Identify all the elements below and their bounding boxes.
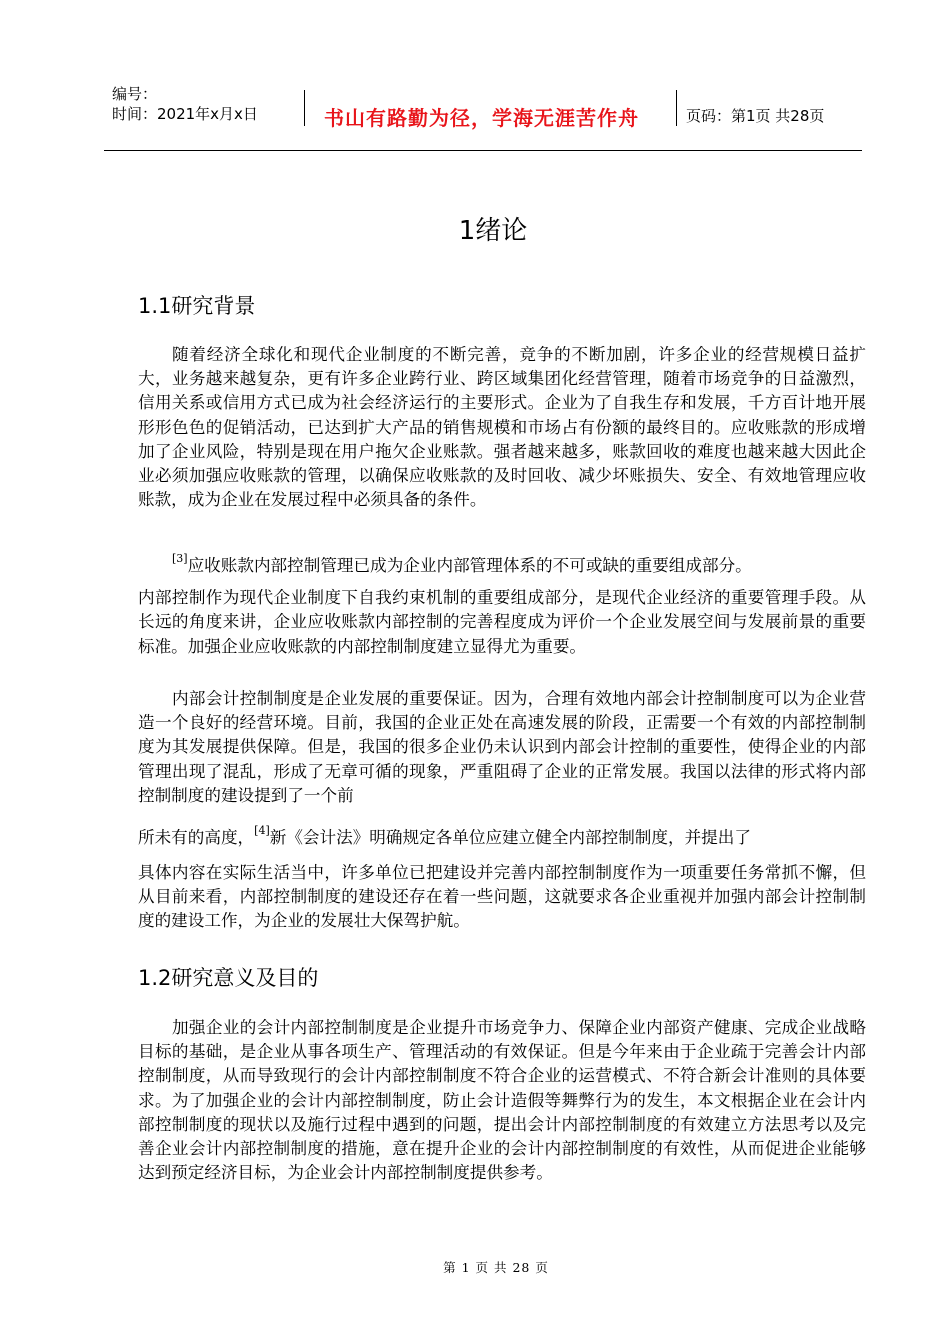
header-divider-right	[676, 90, 677, 126]
section-heading-1-1: 1.1研究背景	[138, 294, 256, 318]
paragraph-text: 内部控制作为现代企业制度下自我约束机制的重要组成部分，是现代企业经济的重要管理手段。从长远的角度来讲，企业应收账款内部控制的完善程度成为评价一个企业发展空间与发展前景的重要标准。加强企业应收账款的内部控制制度建立显得尤为重要。	[138, 588, 866, 656]
paragraph-first-line	[138, 554, 866, 578]
citation-ref-3: [3]	[172, 552, 188, 565]
header-slogan: 书山有路勤为径，学海无涯苦作舟	[324, 106, 639, 130]
page-header	[104, 78, 862, 151]
paragraph-background-2	[138, 554, 866, 659]
paragraph-background-3-end: 具体内容在实际生活当中，许多单位已把建设并完善内部控制制度作为一项重要任务常抓不懈，但从目前来看，内部控制制度的建设还存在着一些问题，这就要求各企业重视并加强内部会计控制制度的建设工作，为企业的发展壮大保驾护航。	[138, 863, 866, 931]
paragraph-background-1: 随着经济全球化和现代企业制度的不断完善，竞争的不断加剧，许多企业的经营规模日益扩大，业务越来越复杂，更有许多企业跨行业、跨区域集团化经营管理，随着市场竞争的日益激烈，信用关系或信用方式已成为社会经济运行的主要形式。企业为了自我生存和发展，千方百计地开展形形色色的促销活动，已达到扩大产品的销售规模和市场占有份额的最终目的。应收账款的形成增加了企业风险，特别是现在用户拖欠企业账款。强者越来越多，账款回收的难度也越来越大因此企业必须加强应收账款的管理，以确保应收账款的及时回收、减少坏账损失、安全、有效地管理应收账款，成为企业在发展过程中必须具备的条件。	[138, 345, 866, 510]
header-divider-left	[304, 90, 305, 126]
section-heading-1-2: 1.2研究意义及目的	[138, 966, 319, 990]
paragraph-background-3: 内部会计控制制度是企业发展的重要保证。因为，合理有效地内部会计控制制度可以为企业营造一个良好的经营环境。目前，我国的企业正处在高速发展的阶段，正需要一个有效的内部控制制度为其发展提供保障。但是，我国的很多企业仍未认识到内部会计控制的重要性，使得企业的内部管理出现了混乱，形成了无章可循的现象，严重阻碍了企业的正常发展。我国以法律的形式将内部控制制度的建设提到了一个前	[138, 689, 866, 805]
header-number-label: 编号：	[112, 85, 158, 103]
paragraph-significance: 加强企业的会计内部控制制度是企业提升市场竞争力、保障企业内部资产健康、完成企业战略目标的基础，是企业从事各项生产、管理活动的有效保证。但是今年来由于企业疏于完善会计内部控制制度，从而导致现行的会计内部控制制度不符合企业的运营模式、不符合新会计准则的具体要求。为了加强企业的会计内部控制制度，防止会计造假等舞弊行为的发生，本文根据企业在会计内部控制制度的现状以及施行过程中遇到的问题，提出会计内部控制制度的有效建立方法思考以及完善企业会计内部控制制度的措施，意在提升企业的会计内部控制制度的有效性，从而促进企业能够达到预定经济目标，为企业会计内部控制制度提供参考。	[138, 1018, 866, 1183]
paragraph-text: 所未有的高度，	[138, 828, 255, 847]
page-footer: 第 1 页 共 28 页	[443, 1260, 549, 1275]
citation-ref-4: [4]	[254, 824, 270, 837]
header-date-label: 时间：2021年x月x日	[112, 105, 258, 123]
header-meta	[112, 84, 258, 124]
header-page-label: 页码：第1页 共28页	[686, 107, 825, 125]
chapter-title: 1绪论	[458, 216, 528, 246]
paragraph-background-3-cont	[138, 826, 866, 850]
paragraph-text: 新《会计法》明确规定各单位应建立健全内部控制制度，并提出了	[269, 828, 751, 847]
paragraph-text: 应收账款内部控制管理已成为企业内部管理体系的不可或缺的重要组成部分。	[187, 556, 752, 575]
